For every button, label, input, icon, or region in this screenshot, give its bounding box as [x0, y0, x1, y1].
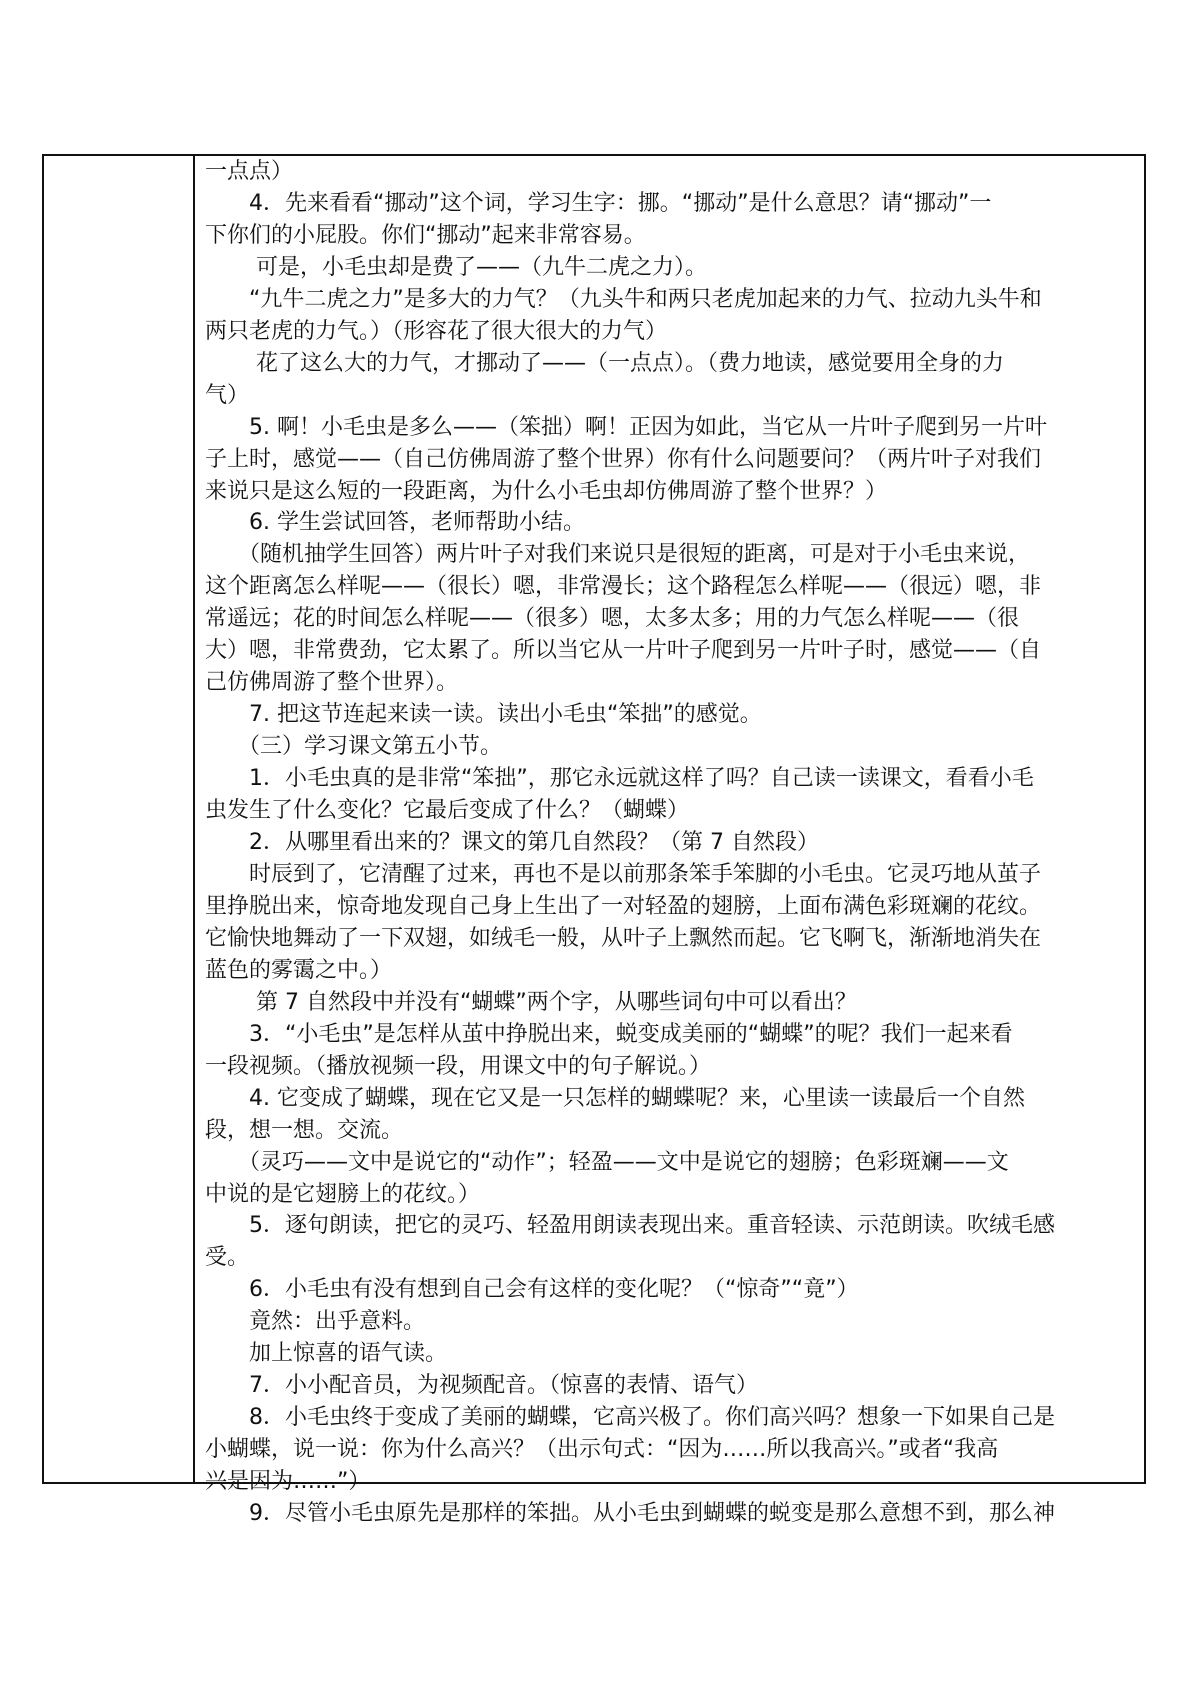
- text-line: （随机抽学生回答）两片叶子对我们来说只是很短的距离，可是对于小毛虫来说，: [205, 542, 1031, 568]
- text-line: 9．尽管小毛虫原先是那样的笨拙。从小毛虫到蝴蝶的蜕变是那么意想不到，那么神: [205, 1501, 1055, 1527]
- text-line: 来说只是这么短的一段距离，为什么小毛虫却仿佛周游了整个世界？）: [205, 478, 888, 504]
- text-line: （灵巧——文中是说它的“动作”；轻盈——文中是说它的翅膀；色彩斑斓——文: [205, 1149, 1009, 1175]
- text-line: 5．逐句朗读，把它的灵巧、轻盈用朗读表现出来。重音轻读、示范朗读。吹绒毛感: [205, 1213, 1055, 1239]
- text-line: 气）: [205, 382, 250, 408]
- text-line: 一点点）: [205, 159, 294, 184]
- text-line: 虫发生了什么变化？它最后变成了什么？（蝴蝶）: [205, 798, 690, 824]
- text-line: 7. 把这节连起来读一读。读出小毛虫“笨拙”的感觉。: [205, 702, 762, 728]
- lesson-table: [42, 154, 1146, 1527]
- text-line: 中说的是它翅膀上的花纹。）: [205, 1181, 481, 1207]
- text-line: 4. 它变成了蝴蝶，现在它又是一只怎样的蝴蝶呢？来，心里读一读最后一个自然: [205, 1085, 1025, 1111]
- text-line: 兴是因为……”）: [205, 1469, 371, 1495]
- text-line: 7．小小配音员，为视频配音。（惊喜的表情、语气）: [205, 1373, 758, 1399]
- table-left-column: [44, 156, 195, 1482]
- text-line: 第 7 自然段中并没有“蝴蝶”两个字，从哪些词句中可以看出？: [205, 989, 857, 1015]
- text-line: 常遥远；花的时间怎么样呢——（很多）嗯，太多太多；用的力气怎么样呢——（很: [205, 606, 1020, 632]
- text-line: 可是，小毛虫却是费了——（九牛二虎之力）。: [205, 254, 707, 280]
- text-line: 下你们的小屁股。你们“挪动”起来非常容易。: [205, 222, 646, 248]
- text-line: 时辰到了，它清醒了过来，再也不是以前那条笨手笨脚的小毛虫。它灵巧地从茧子: [205, 861, 1042, 887]
- text-line: 6. 学生尝试回答，老师帮助小结。: [205, 510, 585, 536]
- text-line: 2．从哪里看出来的？课文的第几自然段？（第 7 自然段）: [205, 830, 819, 856]
- lesson-content: [195, 156, 1144, 1527]
- text-line: 小蝴蝶，说一说：你为什么高兴？（出示句式：“因为……所以我高兴。”或者“我高: [205, 1437, 999, 1463]
- text-line: 竟然：出乎意料。: [205, 1309, 426, 1335]
- text-line: 段，想一想。交流。: [205, 1117, 404, 1143]
- text-line: 花了这么大的力气，才挪动了——（一点点）。（费力地读，感觉要用全身的力: [205, 350, 1004, 376]
- text-line: 大）嗯，非常费劲，它太累了。所以当它从一片叶子爬到另一片叶子时，感觉——（自: [205, 638, 1042, 664]
- text-line: 里挣脱出来，惊奇地发现自己身上生出了一对轻盈的翅膀，上面布满色彩斑斓的花纹。: [205, 893, 1042, 919]
- text-line: 蓝色的雾霭之中。）: [205, 957, 393, 983]
- text-line: “九牛二虎之力”是多大的力气？（九头牛和两只老虎加起来的力气、拉动九头牛和: [205, 286, 1042, 312]
- text-line: 己仿佛周游了整个世界）。: [205, 670, 459, 696]
- text-line: 它愉快地舞动了一下双翅，如绒毛一般，从叶子上飘然而起。它飞啊飞，渐渐地消失在: [205, 925, 1042, 951]
- text-line: 两只老虎的力气。）（形容花了很大很大的力气）: [205, 318, 668, 344]
- text-line: 6．小毛虫有没有想到自己会有这样的变化呢？（“惊奇”“竟”）: [205, 1277, 859, 1303]
- text-line: 3．“小毛虫”是怎样从茧中挣脱出来，蜕变成美丽的“蝴蝶”的呢？我们一起来看: [205, 1021, 1013, 1047]
- text-line: 1．小毛虫真的是非常“笨拙”，那它永远就这样了吗？自己读一读课文，看看小毛: [205, 766, 1034, 792]
- text-line: （三）学习课文第五小节。: [205, 734, 503, 760]
- text-line: 一段视频。（播放视频一段，用课文中的句子解说。）: [205, 1053, 712, 1079]
- text-line: 5. 啊！小毛虫是多么——（笨拙）啊！正因为如此，当它从一片叶子爬到另一片叶: [205, 414, 1047, 440]
- text-line: 加上惊喜的语气读。: [205, 1341, 448, 1367]
- text-line: 受。: [205, 1245, 250, 1271]
- text-line: 这个距离怎么样呢——（很长）嗯，非常漫长；这个路程怎么样呢——（很远）嗯，非: [205, 574, 1042, 600]
- text-line: 8．小毛虫终于变成了美丽的蝴蝶，它高兴极了。你们高兴吗？想象一下如果自己是: [205, 1405, 1055, 1431]
- text-line: 子上时，感觉——（自己仿佛周游了整个世界）你有什么问题要问？（两片叶子对我们: [205, 446, 1042, 472]
- text-line: 4．先来看看“挪动”这个词，学习生字：挪。“挪动”是什么意思？请“挪动”一: [205, 190, 992, 216]
